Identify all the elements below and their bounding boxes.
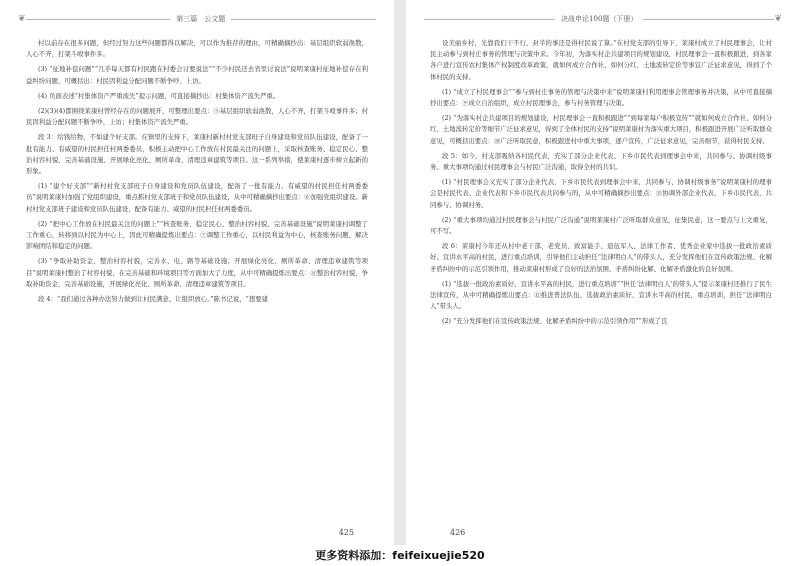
paragraph: (2) “重大事项均通过村民理事会与村民广泛沟通”说明莱康村广泛听取群众意见，征集民意，这一要点与上文重复，可不写。 [430, 215, 772, 236]
right-page-header [424, 8, 782, 30]
paragraph: 段 5：如今，村支部吸纳各村民代表，充实了部分企业代表、下乡市民代表到理事会中来，共同参与、协调村级事务。重大事项均通过村民理事会与村民广泛沟通，取得全村的共识。 [430, 151, 772, 172]
paragraph: (2) “为落实村企共建项目的规划建设，村民理事会一直积极跟进”“到每家每户积极宣传”“就如何成立合作社、如何分红、土地流转定价等细节广泛征求意见，得到了全体村民的支持”说明莱康村为落实重大项目，积极跟进开展广泛听取群众意见，可概括出要点：⑩广泛听取民意，积极跟进村中重大事项，逐户宣传，广泛征求意见，完善细节，获得村民支持。 [430, 114, 772, 145]
header-ornament-icon: ❦ [774, 14, 783, 24]
paragraph: (2) “充分发挥他们在宣传政策法规、化解矛盾纠纷中的示范引领作用”“形成了良 [442, 317, 668, 326]
right-page-body [430, 38, 772, 519]
left-page-header [18, 8, 376, 30]
paragraph: (1) “建个好支部”“新村村党支部班子自身建设和党员队伍建设，配备了一批有能力、有威望的村民担任村两委委员”说明莱康村加强了党组织建设，重点抓村党支部班子和党员队伍建设，从中可精确摘抄出要点：⑥加强党组织建设。新村村党支部班子建设和党员队伍建设，配备有能力、威望的村民担任村两委委员。 [26, 182, 368, 213]
left-page-body [26, 38, 368, 519]
page-number: 426 [450, 528, 466, 537]
header-rule [26, 19, 171, 20]
paragraph: (4) 负面表述“村集体资产严重流失”提示问题，可直接摘抄出：村集体资产流失严重。 [38, 91, 280, 100]
book-gutter [394, 0, 406, 545]
paragraph: (1) “村民理事会又充实了部分企业代表、下乡市民代表到理事会中来，共同参与、协调村级事务”说明莱康村的理事会是村民代表、企业代表和下乡市民代表共同参与的，从中可精确摘抄出要点：⑪协调外部企业代表、下乡市民代表，共同参与、协调村务。 [430, 178, 772, 209]
paragraph: (2)(3)(4)都围绕莱康村曾经存在的问题展开，可整理出要点：⑤基层组织软弱涣散，人心不齐，打架斗殴事件多；村民因利益分配问题不断争吵、上访；村集体资产流失严重。 [26, 107, 368, 127]
header-rule [643, 19, 774, 20]
paragraph: (3) “争取补助资金，整治村容村貌，完善水、电、路等基础设施；开展绿化亮化、厕所革命、清理违章建筑等项目”说明莱康村整治了村容村貌，在完善基础和环境项目等方面加大了力度，从中可精确提炼出要点：⑧整治村容村貌，争取补助资金，完善基础设施，开展绿化亮化、厕所革命、清理违章建筑等项目。 [26, 257, 368, 288]
paragraph: 段 4：“我们通过各种办法努力做到让村民满意、让组织放心。”陈书记说，“想要建 [38, 295, 268, 304]
header-ornament-icon: ❦ [18, 14, 26, 24]
page-number: 425 [338, 528, 354, 537]
paragraph: (3) “征地补偿问题”“几乎每天都有村民跑在村委会讨要说法”“不少村民还去省里讨说法”说明莱康村征地补偿存在利益纠纷问题，可概括出：村民因利益分配问题不断争吵、上访。 [26, 65, 368, 85]
paragraph: 设美丽乡村，光靠我们干不行，封半的事还是得村民说了算。”在村党支部的引导下，莱康村成立了村民理事会，让村民主动参与到村庄事务的管理与决策中来。今年初，为落实村企共建项目的规划建设，村民理事会一直积极跟进，到各家各户进行宣传农村集体产权制度改革政策，就如何成立合作社、如何分红、土地流转定价等事宜广泛征求意见，得到了个体村民的支持。 [430, 39, 772, 81]
paragraph: (1) “成立了村民理事会”“参与到村庄事务的管理与决策中来”说明莱康村利用理事会管理事务并决策，从中可直接摘抄出要点：⑨成立自治组织，成立村民理事会，参与村务管理与决策。 [430, 87, 772, 108]
paragraph: (2) “把中心工作放在村民最关注的问题上”“核查账务、稳定民心、整治村容村貌、完善基础设施”说明莱康村调整了工作重心，转移到以村民为中心上，因此可精确提炼出要点：⑦调整工作重心，以村民利益为中心，核查账务问题，解决影响团结和稳定的问题。 [26, 219, 368, 251]
paragraph: (1) “选拔一批政治素质好、宣讲水平高的村民，进行重点培训”“担任‘法律明白人’的带头人”提示莱康村还推行了民生法律宣传，从中可精确提炼出要点：⑫推进普法队伍，选拔政治素质好、宣讲水平高的村民，重点培训，担任“法律明白人”带头人。 [430, 279, 772, 311]
chapter-title: 第三篇 公文题 [176, 15, 226, 23]
header-rule [424, 19, 555, 20]
book-title: 决战申论100题（下册） [561, 15, 638, 23]
paragraph: 村以前存在很多问题，但经过努力这些问题都得以解决，可以作为推荐的理由，可精确摘抄出：基层组织软弱涣散，人心不齐，打架斗殴事件多。 [26, 39, 368, 59]
right-page [406, 0, 800, 545]
header-rule [231, 19, 376, 20]
paragraph: 段 6：莱康村今年还从村中老干部、老党员、致富能手、退伍军人、法律工作者、优秀企业家中选拔一批政治素质好、宣讲水平高的村民，进行重点培训，引导他们主动担任“法律明白人”的带头人，充分发挥他们在宣传政策法规、化解矛盾纠纷中的示范引领作用，推动莱康村形成了良好的法治氛围、矛盾纠纷化解、化解矛盾激化的良好氛围。 [430, 242, 772, 273]
footer-contact-text: 更多资料添加：feifeixuejie520 [315, 549, 485, 562]
left-page [0, 0, 394, 545]
paragraph: 段 3：给钱给物，不如建个好支部。在镇里的支持下，莱康村新村村党支部班子自身建设和党员队伍建设，配备了一批有能力、有威望的村民担任村两委委员，积极主动把中心工作放在村民最关注的问题上，采取核查账务、稳定民心、整治村容村貌、完善基础设施、开展绿化亮化、厕所革命、清理违章建筑等项目。这一系列举措，使莱康村逐步树立起新的形象。 [26, 133, 368, 176]
